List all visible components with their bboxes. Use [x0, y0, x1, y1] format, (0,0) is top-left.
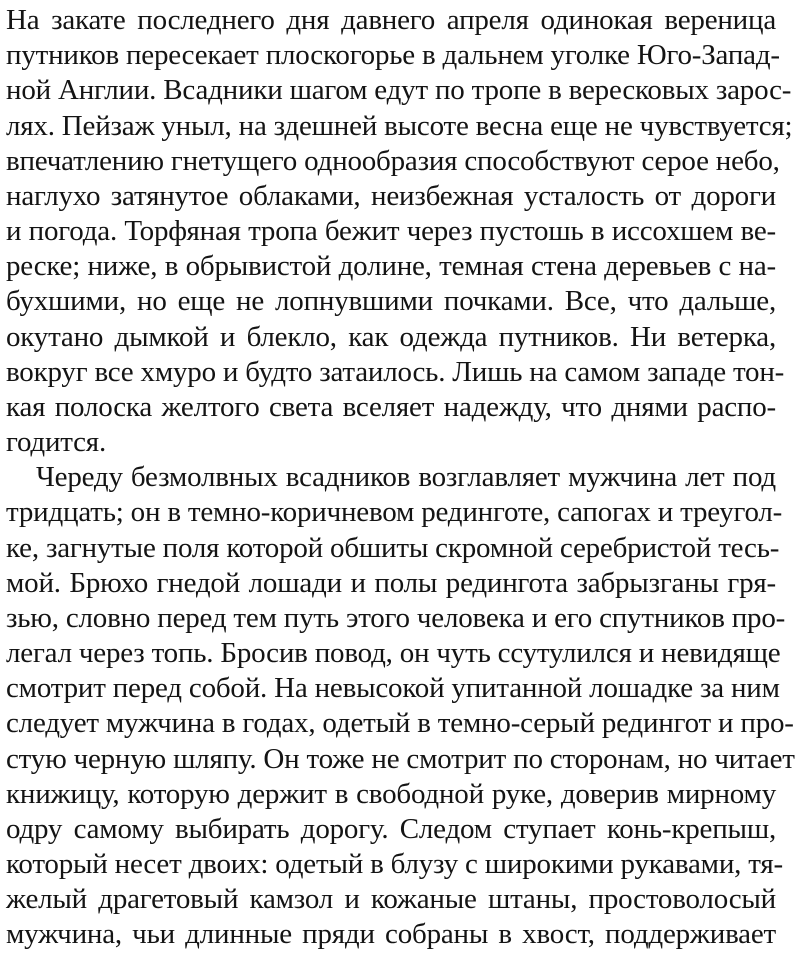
text-line: На закате последнего дня давнего апреля одинокая вереница	[6, 4, 776, 36]
text-line: который несет двоих: одетый в блузу с широкими рукавами, тя-	[6, 848, 783, 880]
text-line: зью, словно перед тем путь этого человека и его спутников про-	[6, 602, 786, 634]
text-line: реске; ниже, в обрывистой долине, темная стена деревьев с на-	[6, 250, 776, 282]
text-line: желый драгетовый камзол и кожаные штаны, простоволосый	[6, 883, 776, 915]
text-line: вокруг все хмуро и будто затаилось. Лишь на самом западе тон-	[6, 356, 785, 388]
text-line: легал через топь. Бросив повод, он чуть ссутулился и невидяще	[6, 637, 781, 669]
text-line: ной Англии. Всадники шагом едут по тропе в вересковых зарос-	[6, 74, 792, 106]
text-line: лях. Пейзаж уныл, на здешней высоте весна еще не чувствуется;	[6, 110, 793, 142]
text-line: путников пересекает плоскогорье в дальнем уголке Юго-Запад-	[6, 39, 780, 71]
text-line: тридцать; он в темно-коричневом рединготе, сапогах и треугол-	[6, 496, 783, 528]
text-line: книжицу, которую держит в свободной руке, доверив мирному	[6, 778, 776, 810]
text-line: бухшими, но еще не лопнувшими почками. Все, что дальше,	[6, 285, 776, 317]
text-line: впечатлению гнетущего однообразия способствуют серое небо,	[6, 145, 780, 177]
text-line: стую черную шляпу. Он тоже не смотрит по сторонам, но читает	[6, 743, 795, 775]
text-line: и погода. Торфяная тропа бежит через пустошь в иссохшем ве-	[6, 215, 776, 247]
text-line: годится.	[6, 426, 106, 458]
text-line: окутано дымкой и блекло, как одежда путников. Ни ветерка,	[6, 321, 776, 353]
text-line: Череду безмолвных всадников возглавляет мужчина лет под	[36, 461, 776, 493]
text-line: мужчина, чьи длинные пряди собраны в хвост, поддерживает	[6, 918, 776, 950]
text-line: одру самому выбирать дорогу. Следом ступает конь-крепыш,	[6, 813, 776, 845]
text-line: следует мужчина в годах, одетый в темно-серый редингот и про-	[6, 707, 794, 739]
text-line: наглухо затянутое облаками, неизбежная усталость от дороги	[6, 180, 776, 212]
text-line: кая полоска желтого света вселяет надежду, что днями распо-	[6, 391, 776, 423]
text-line: мой. Брюхо гнедой лошади и полы редингота забрызганы гря-	[6, 567, 776, 599]
text-line: ке, загнутые поля которой обшиты скромной серебристой тесь-	[6, 532, 780, 564]
text-line: смотрит перед собой. На невысокой упитанной лошадке за ним	[6, 672, 780, 704]
